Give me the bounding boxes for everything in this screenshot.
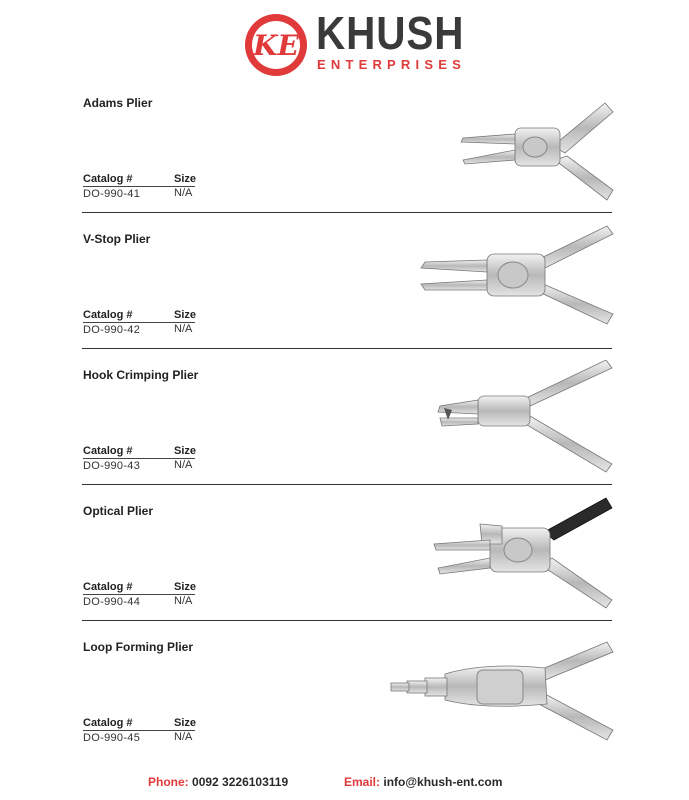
catalog-header	[83, 581, 195, 595]
logo-initials: KE	[253, 29, 299, 62]
header	[0, 0, 689, 90]
product-item	[0, 496, 689, 632]
product-name: Optical Plier	[83, 504, 154, 518]
v-stop-plier-icon	[415, 224, 615, 334]
adams-plier-icon	[455, 98, 615, 208]
ke-logo-icon	[243, 12, 309, 78]
product-item	[0, 224, 689, 360]
optical-plier-icon	[430, 496, 615, 611]
product-name: Adams Plier	[83, 96, 153, 110]
size-value: N/A	[174, 459, 193, 471]
divider	[82, 212, 612, 213]
catalog-number: DO-990-42	[83, 324, 141, 336]
size-label: Size	[174, 717, 197, 729]
product-name: V-Stop Plier	[83, 232, 151, 246]
catalog-label: Catalog #	[83, 581, 133, 593]
divider	[82, 484, 612, 485]
catalog-number: DO-990-45	[83, 732, 141, 744]
catalog-label: Catalog #	[83, 717, 133, 729]
brand-subtitle: ENTERPRISES	[317, 57, 466, 72]
catalog-number: DO-990-43	[83, 460, 141, 472]
catalog-number: DO-990-44	[83, 596, 141, 608]
catalog-label: Catalog #	[83, 309, 133, 321]
size-label: Size	[174, 173, 197, 185]
phone-number[interactable]: 0092 3226103119	[192, 775, 289, 789]
product-item	[0, 360, 689, 496]
catalog-number: DO-990-41	[83, 188, 141, 200]
product-name: Hook Crimping Plier	[83, 368, 199, 382]
email-address[interactable]: info@khush-ent.com	[383, 775, 503, 789]
footer-phone	[148, 775, 288, 789]
footer-email	[344, 775, 502, 789]
email-label: Email:	[344, 775, 381, 789]
catalog-label: Catalog #	[83, 173, 133, 185]
size-value: N/A	[174, 187, 193, 199]
size-value: N/A	[174, 731, 193, 743]
product-name: Loop Forming Plier	[83, 640, 193, 654]
size-value: N/A	[174, 323, 193, 335]
catalog-header	[83, 717, 195, 731]
product-item	[0, 632, 689, 768]
catalog-label: Catalog #	[83, 445, 133, 457]
product-item	[0, 88, 689, 224]
catalog-header	[83, 309, 195, 323]
loop-forming-plier-icon	[385, 640, 615, 750]
phone-label: Phone:	[148, 775, 189, 789]
footer-contact	[0, 775, 689, 791]
divider	[82, 348, 612, 349]
brand-name: KHUSH	[316, 7, 465, 59]
hook-crimping-plier-icon	[430, 360, 615, 475]
divider	[82, 620, 612, 621]
size-value: N/A	[174, 595, 193, 607]
catalog-header	[83, 445, 195, 459]
catalog-header	[83, 173, 195, 187]
size-label: Size	[174, 581, 197, 593]
size-label: Size	[174, 309, 197, 321]
size-label: Size	[174, 445, 197, 457]
